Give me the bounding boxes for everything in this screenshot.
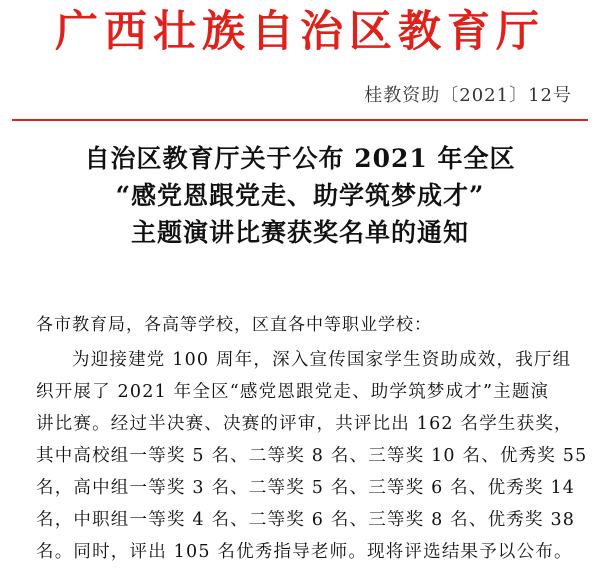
- document-number: 桂教资助〔2021〕12号: [364, 85, 572, 106]
- title-line-3: 主题演讲比赛获奖名单的通知: [130, 218, 469, 247]
- notice-title: [0, 140, 600, 251]
- body-line-3: 讲比赛。经过半决赛、决赛的评审，共评比出 162 名学生获奖，: [36, 414, 573, 434]
- title-line-1: 自治区教育厅关于公布 2021 年全区: [84, 144, 516, 173]
- body-line-2: 织开展了 2021 年全区“感党恩跟党走、助学筑梦成才”主题演: [36, 382, 550, 402]
- salutation: 各市教育局，各高等学校，区直各中等职业学校：: [36, 315, 432, 335]
- body-line-6: 名，中职组一等奖 4 名、二等奖 6 名、三等奖 8 名、优秀奖 38: [36, 510, 576, 530]
- masthead-title: 广西壮族自治区教育厅: [55, 7, 545, 57]
- red-divider-line: [12, 119, 588, 121]
- body-line-1: 为迎接建党 100 周年，深入宣传国家学生资助成效，我厅组: [72, 350, 572, 370]
- body-line-5: 名，高中组一等奖 3 名、二等奖 5 名、三等奖 6 名、优秀奖 14: [36, 478, 576, 498]
- body-paragraph: [36, 344, 596, 568]
- body-line-7: 名。同时，评出 105 名优秀指导老师。现将评选结果予以公布。: [36, 542, 573, 562]
- body-line-4: 其中高校组一等奖 5 名、二等奖 8 名、三等奖 10 名、优秀奖 55: [36, 446, 588, 466]
- title-line-2: “感党恩跟党走、助学筑梦成才”: [115, 181, 485, 210]
